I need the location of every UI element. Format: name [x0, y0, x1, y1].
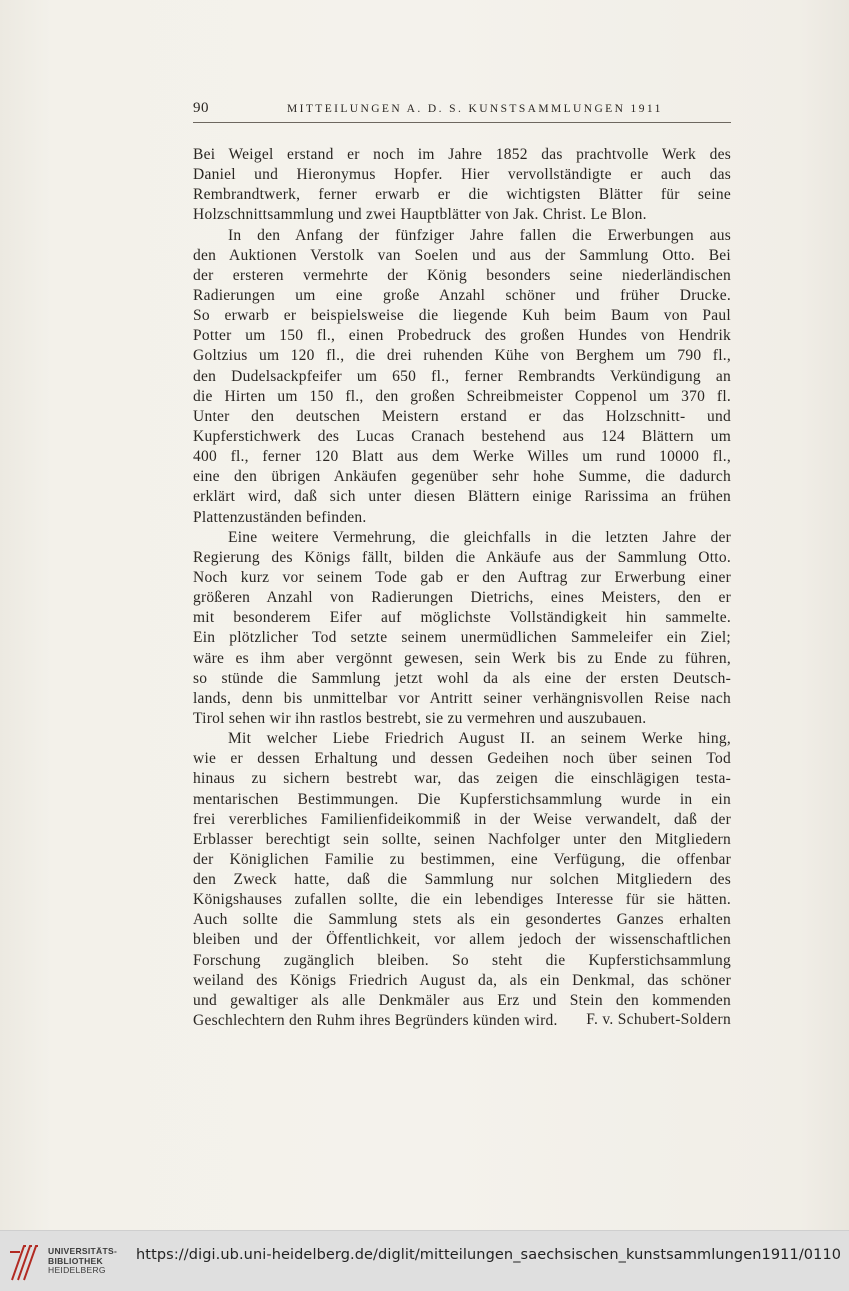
page-number: 90: [193, 100, 209, 116]
text-line: wäre es ihm aber vergönnt gewesen, sein Werk bis zu Ende zu führen,: [193, 649, 731, 667]
text-line: den Dudelsackpfeifer um 650 fl., ferner Rembrandts Verkündigung an: [193, 367, 731, 385]
text-line: Ein plötzlicher Tod setzte seinem unermüdlichen Sammeleifer ein Ziel;: [193, 629, 731, 647]
text-line: In den Anfang der fünfziger Jahre fallen die Erwerbungen aus: [228, 226, 731, 244]
text-line: Geschlechtern den Ruhm ihres Begründers künden wird.: [193, 1012, 558, 1030]
text-line: Goltzius um 120 fl., die drei ruhenden Kühe von Berghem um 790 fl.,: [193, 347, 731, 365]
library-name-line1: UNIVERSITÄTS-: [48, 1246, 118, 1256]
text-line: Daniel und Hieronymus Hopfer. Hier vervollständigte er auch das: [193, 166, 731, 184]
text-line: so stünde die Sammlung jetzt wohl da als eine der ersten Deutsch-: [193, 669, 731, 687]
text-line: den Auktionen Verstolk van Soelen und aus der Sammlung Otto. Bei: [193, 246, 731, 264]
text-line: Potter um 150 fl., einen Probedruck des großen Hundes von Hendrik: [193, 327, 731, 345]
text-line: frei vererbliches Familienfideikommiß in der Weise verwandelt, daß der: [193, 810, 731, 828]
text-line: mit besonderem Eifer auf möglichste Vollständigkeit hin sammelte.: [193, 609, 731, 627]
footer-bar: [0, 1230, 849, 1291]
text-line: größeren Anzahl von Radierungen Dietrichs, eines Meisters, den er: [193, 589, 731, 607]
text-line: der ersteren vermehrte der König besonders seine niederländischen: [193, 266, 731, 284]
text-line: Tirol sehen wir ihn rastlos bestrebt, sie zu vermehren und auszubauen.: [193, 709, 647, 727]
text-line: So erwarb er beispielsweise die liegende Kuh beim Baum von Paul: [193, 307, 731, 325]
running-head: MITTEILUNGEN A. D. S. KUNSTSAMMLUNGEN 1911: [287, 103, 663, 115]
author-signature: F. v. Schubert-Soldern: [586, 1011, 731, 1028]
text-line: bleiben und der Öffentlichkeit, vor allem jedoch der wissenschaftlichen: [193, 931, 731, 949]
text-line: Erblasser berechtigt sein sollte, seinen Nachfolger unter den Mitgliedern: [193, 830, 731, 848]
text-line: 400 fl., ferner 120 Blatt aus dem Werke Willes um rund 10000 fl.,: [193, 448, 731, 466]
text-line: Kupferstichwerk des Lucas Cranach bestehend aus 124 Blättern um: [193, 427, 731, 445]
text-line: und gewaltiger als alle Denkmäler aus Erz und Stein den kommenden: [193, 991, 731, 1009]
text-line: eine den übrigen Ankäufen gegenüber sehr hohe Summe, die dadurch: [193, 468, 731, 486]
header-rule: [193, 122, 731, 123]
text-line: Noch kurz vor seinem Tode gab er den Auftrag zur Erwerbung einer: [193, 568, 731, 586]
text-line: erklärt wird, daß sich unter diesen Blättern einige Rarissima an frühen: [193, 488, 731, 506]
text-line: Plattenzuständen befinden.: [193, 508, 367, 526]
source-url[interactable]: https://digi.ub.uni-heidelberg.de/diglit/mitteilungen_saechsischen_kunstsammlungen1911/0110: [136, 1247, 842, 1263]
paragraph: [193, 729, 731, 1031]
text-line: Mit welcher Liebe Friedrich August II. an seinem Werke hing,: [228, 730, 731, 748]
text-line: Regierung des Königs fällt, bilden die Ankäufe aus der Sammlung Otto.: [193, 548, 731, 566]
paragraph: [193, 528, 731, 729]
text-line: mentarischen Bestimmungen. Die Kupferstichsammlung wurde in ein: [193, 790, 731, 808]
text-line: die Hirten um 150 fl., den großen Schreibmeister Coppenol um 370 fl.: [193, 387, 731, 405]
text-line: Eine weitere Vermehrung, die gleichfalls in die letzten Jahre der: [228, 528, 731, 546]
text-line: Radierungen um eine große Anzahl schöner und früher Drucke.: [193, 286, 731, 304]
paragraph: [193, 226, 731, 528]
library-name: [48, 1247, 117, 1276]
text-line: den Zweck hatte, daß die Sammlung nur solchen Mitgliedern des: [193, 871, 731, 889]
text-line: Forschung zugänglich bleiben. So steht die Kupferstichsammlung: [193, 951, 731, 969]
text-line: Unter den deutschen Meistern erstand er das Holzschnitt- und: [193, 407, 731, 425]
text-line: Auch sollte die Sammlung stets als ein gesondertes Ganzes erhalten: [193, 911, 731, 929]
library-logo-icon: [8, 1238, 42, 1284]
paragraph: [193, 145, 731, 226]
text-line: lands, denn bis unmittelbar vor Antritt seiner verhängnisvollen Reise nach: [193, 689, 731, 707]
library-name-line3: HEIDELBERG: [48, 1265, 106, 1275]
text-line: Königshauses zufallen sollte, die ein lebendiges Interesse für sie hätten.: [193, 891, 731, 909]
text-line: weiland des Königs Friedrich August da, als ein Denkmal, das schöner: [193, 971, 731, 989]
body-text: [193, 145, 731, 1031]
text-line: Holzschnittsammlung und zwei Hauptblätter von Jak. Christ. Le Blon.: [193, 206, 647, 224]
text-line: der Königlichen Familie zu bestimmen, eine Verfügung, die offenbar: [193, 850, 731, 868]
text-line: Bei Weigel erstand er noch im Jahre 1852 das prachtvolle Werk des: [193, 146, 731, 163]
page-header: [193, 100, 731, 122]
library-name-line2: BIBLIOTHEK: [48, 1255, 103, 1266]
text-line: hinaus zu sichern bestrebt war, das zeigen die einschlägigen testa-: [193, 770, 731, 788]
text-line: wie er dessen Erhaltung und dessen Gedeihen noch über seinen Tod: [193, 750, 731, 768]
text-line: Rembrandtwerk, ferner erwarb er die wichtigsten Blätter für seine: [193, 186, 731, 204]
